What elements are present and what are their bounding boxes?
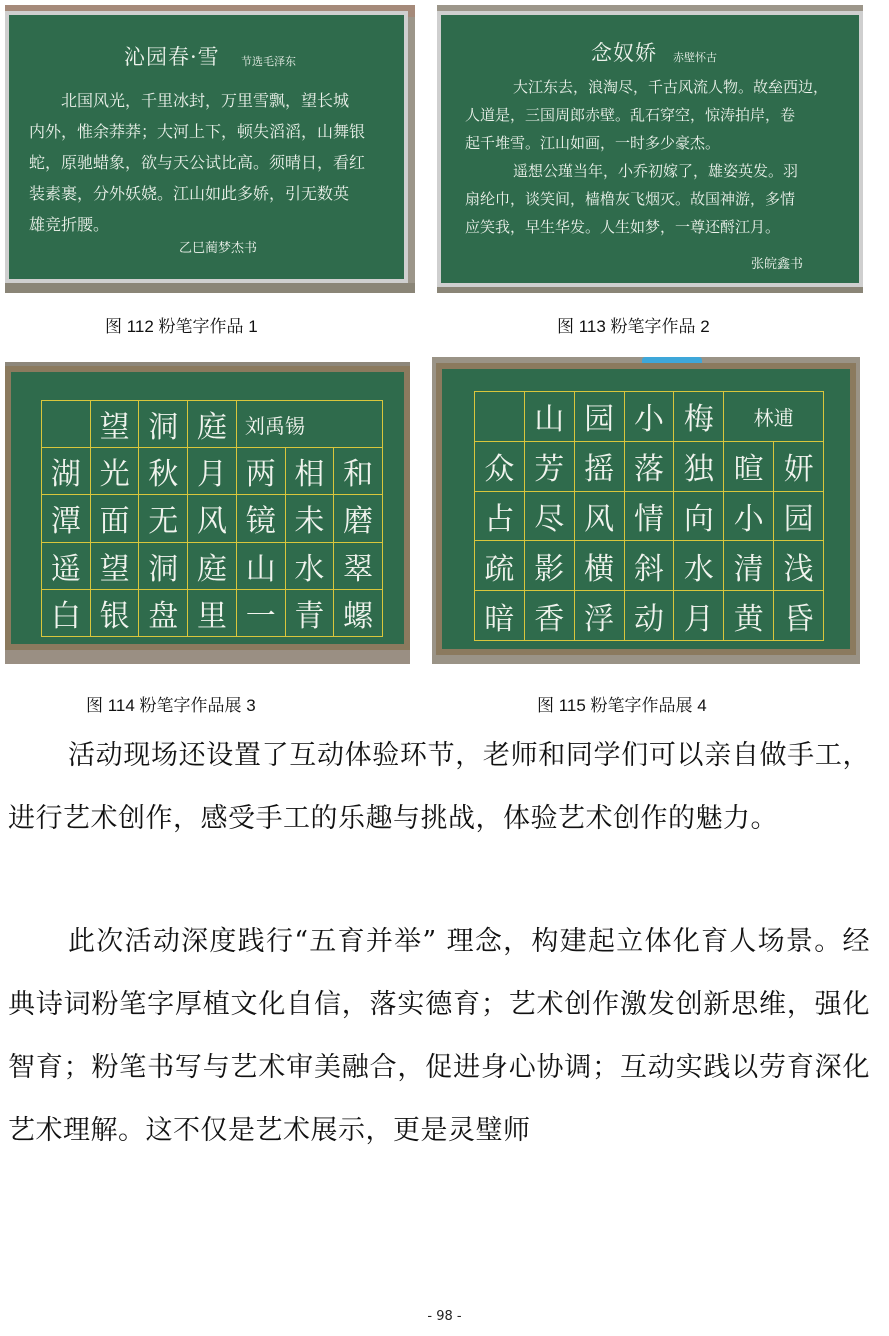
floor — [5, 650, 410, 664]
chalkboard — [5, 366, 410, 650]
grid-cell: 青 — [286, 590, 335, 637]
grid-cell: 磨 — [334, 495, 383, 542]
poem-line: 雄竞折腰。 — [29, 215, 110, 234]
grid-cell: 情 — [625, 492, 675, 542]
floor — [437, 287, 863, 293]
grid-cell: 风 — [575, 492, 625, 542]
grid-cell: 向 — [674, 492, 724, 542]
grid-cell: 摇 — [575, 442, 625, 492]
poem-body — [29, 85, 399, 240]
grid-cell: 山 — [237, 543, 286, 590]
grid-cell: 园 — [774, 492, 824, 542]
grid-cell: 银 — [91, 590, 140, 637]
grid-cell: 小 — [724, 492, 774, 542]
grid-cell: 疏 — [475, 541, 525, 591]
character-grid — [41, 400, 383, 637]
grid-cell-author: 林逋 — [724, 392, 824, 442]
grid-cell: 月 — [188, 448, 237, 495]
grid-cell: 斜 — [625, 541, 675, 591]
grid-cell: 落 — [625, 442, 675, 492]
poem-line: 北国风光，千里冰封，万里雪飘，望长城 — [61, 91, 350, 110]
grid-cell: 翠 — [334, 543, 383, 590]
figure-caption: 图 113 粉笔字作品 2 — [557, 317, 710, 336]
chalkboard — [437, 11, 863, 287]
poem-line: 应笑我，早生华发。人生如梦，一尊还酹江月。 — [465, 218, 781, 236]
grid-cell: 镜 — [237, 495, 286, 542]
grid-cell: 香 — [525, 591, 575, 641]
grid-cell: 水 — [674, 541, 724, 591]
grid-cell: 潭 — [42, 495, 91, 542]
grid-cell: 暗 — [475, 591, 525, 641]
character-grid — [474, 391, 824, 641]
poem-line: 扇纶巾，谈笑间，樯橹灰飞烟灭。故国神游，多情 — [465, 190, 796, 208]
poem-line: 装素裹，分外妖娆。江山如此多娇，引无数英 — [29, 184, 350, 203]
grid-cell: 清 — [724, 541, 774, 591]
poem-line: 人道是，三国周郎赤壁。乱石穿空，惊涛拍岸，卷 — [465, 106, 796, 124]
poem-line: 内外，惟余莽莽；大河上下，顿失滔滔，山舞银 — [29, 122, 366, 141]
figure-115-photo — [432, 357, 860, 664]
grid-cell: 影 — [525, 541, 575, 591]
grid-cell: 众 — [475, 442, 525, 492]
grid-cell: 浮 — [575, 591, 625, 641]
poem-title: 沁园春·雪 — [124, 45, 220, 69]
grid-cell: 两 — [237, 448, 286, 495]
figure-caption: 图 114 粉笔字作品展 3 — [86, 696, 256, 715]
page-number: - 98 - — [427, 1309, 462, 1324]
grid-cell — [475, 392, 525, 442]
floor — [5, 283, 415, 293]
grid-cell: 湖 — [42, 448, 91, 495]
grid-cell: 水 — [286, 543, 335, 590]
grid-cell: 螺 — [334, 590, 383, 637]
grid-cell-author: 刘禹锡 — [237, 401, 383, 448]
grid-cell: 梅 — [674, 392, 724, 442]
grid-cell: 面 — [91, 495, 140, 542]
grid-cell: 山 — [525, 392, 575, 442]
poem-line: 遥想公瑾当年，小乔初嫁了，雄姿英发。羽 — [513, 162, 799, 180]
body-paragraph: 此次活动深度践行“五育并举” 理念，构建起立体化育人场景。经典诗词粉笔字厚植文化自信，落实德育；艺术创作激发创新思维，强化智育；粉笔书写与艺术审美融合，促进身心协调；互动实践以劳育深化艺术理解。这不仅是艺术展示，更是灵璧师 — [8, 926, 870, 1146]
figure-112-photo — [5, 5, 415, 293]
grid-cell: 盘 — [139, 590, 188, 637]
chalkboard — [5, 11, 408, 283]
poem-signature: 张皖鑫书 — [751, 257, 804, 272]
grid-cell: 占 — [475, 492, 525, 542]
grid-cell: 暄 — [724, 442, 774, 492]
grid-cell: 遥 — [42, 543, 91, 590]
grid-cell: 小 — [625, 392, 675, 442]
poem-line: 大江东去，浪淘尽，千古风流人物。故垒西边， — [513, 78, 829, 96]
grid-cell: 浅 — [774, 541, 824, 591]
grid-cell: 庭 — [188, 401, 237, 448]
grid-cell: 庭 — [188, 543, 237, 590]
grid-cell: 妍 — [774, 442, 824, 492]
grid-cell: 白 — [42, 590, 91, 637]
grid-cell: 月 — [674, 591, 724, 641]
grid-cell: 尽 — [525, 492, 575, 542]
figure-113-photo — [437, 5, 863, 293]
poem-line: 蛇，原驰蜡象，欲与天公试比高。须晴日，看红 — [29, 153, 366, 172]
grid-cell: 动 — [625, 591, 675, 641]
poem-body — [465, 73, 855, 241]
grid-cell: 洞 — [139, 543, 188, 590]
grid-cell: 芳 — [525, 442, 575, 492]
grid-cell: 未 — [286, 495, 335, 542]
poem-subtitle: 赤壁怀古 — [673, 51, 717, 64]
grid-cell: 秋 — [139, 448, 188, 495]
grid-cell: 里 — [188, 590, 237, 637]
grid-cell: 无 — [139, 495, 188, 542]
body-paragraph: 活动现场还设置了互动体验环节，老师和同学们可以亲自做手工，进行艺术创作，感受手工的乐趣与挑战，体验艺术创作的魅力。 — [8, 740, 870, 834]
grid-cell: 昏 — [774, 591, 824, 641]
poem-signature: 乙巳蔺梦杰书 — [179, 241, 258, 256]
poem-line: 起千堆雪。江山如画，一时多少豪杰。 — [465, 134, 721, 152]
grid-cell: 园 — [575, 392, 625, 442]
grid-cell: 风 — [188, 495, 237, 542]
grid-cell: 横 — [575, 541, 625, 591]
poem-subtitle: 节选毛泽东 — [241, 55, 296, 68]
figure-caption: 图 112 粉笔字作品 1 — [105, 317, 258, 336]
grid-cell: 独 — [674, 442, 724, 492]
figure-114-photo — [5, 362, 410, 664]
grid-cell: 和 — [334, 448, 383, 495]
grid-cell: 洞 — [139, 401, 188, 448]
chalkboard — [436, 363, 856, 655]
grid-cell: 望 — [91, 401, 140, 448]
poem-title: 念奴娇 — [591, 41, 657, 65]
figure-caption: 图 115 粉笔字作品展 4 — [537, 696, 707, 715]
grid-cell: 一 — [237, 590, 286, 637]
grid-cell: 相 — [286, 448, 335, 495]
grid-cell — [42, 401, 91, 448]
grid-cell: 光 — [91, 448, 140, 495]
grid-cell: 望 — [91, 543, 140, 590]
grid-cell: 黄 — [724, 591, 774, 641]
